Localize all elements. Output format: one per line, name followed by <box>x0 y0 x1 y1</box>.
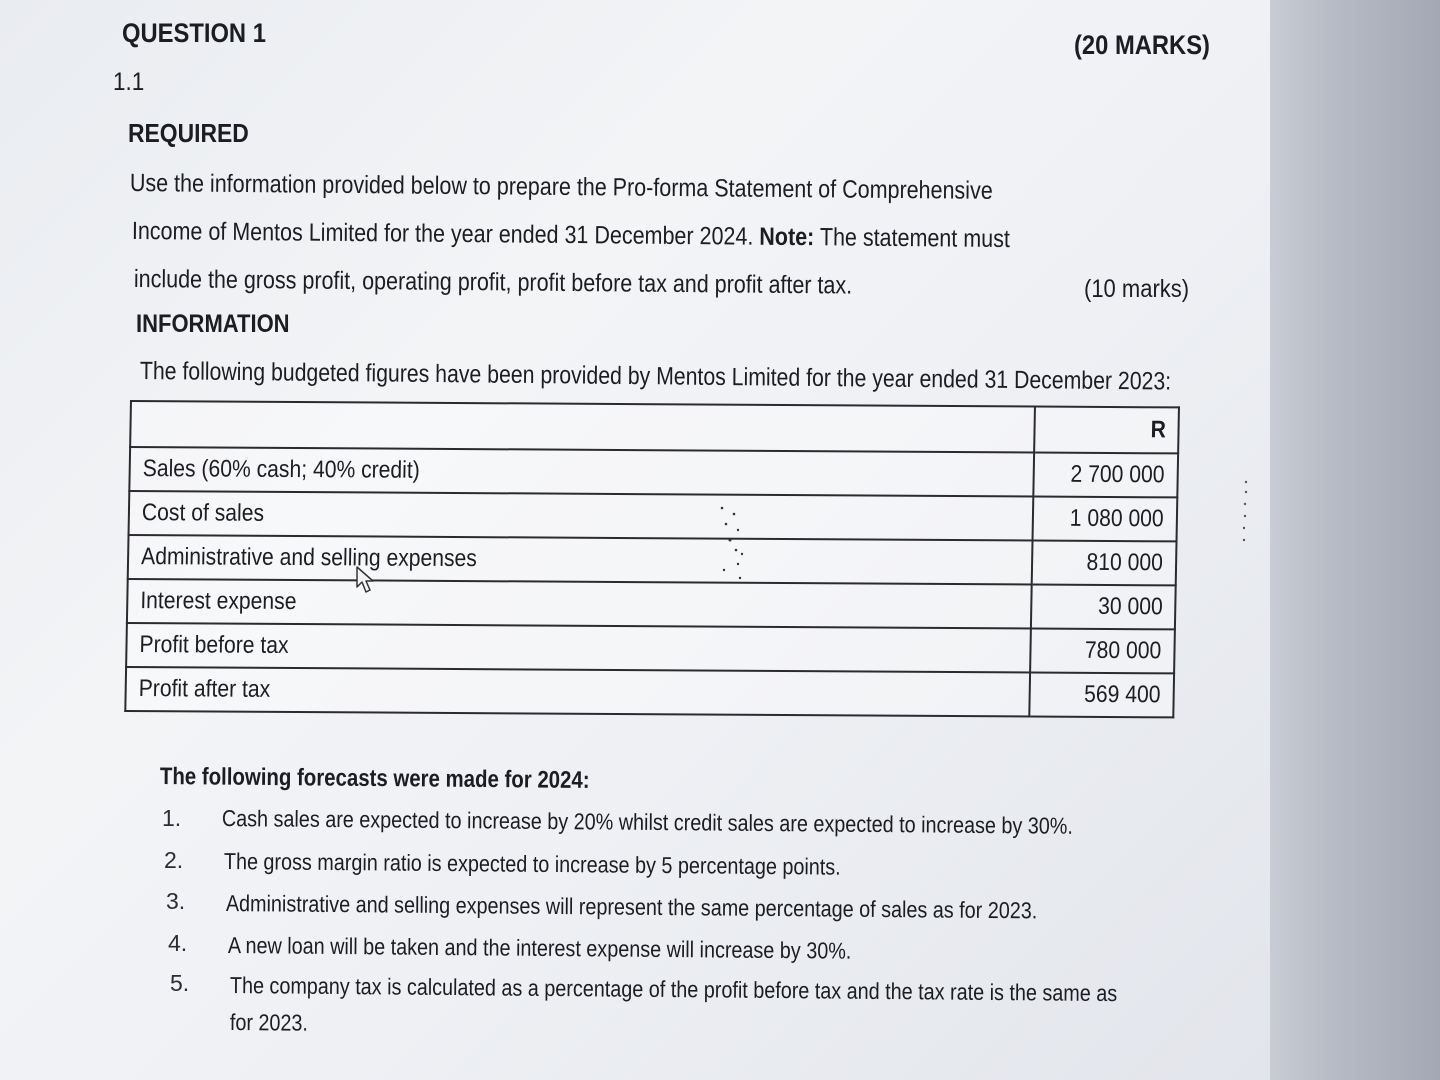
budget-table-wrapper <box>124 400 1190 736</box>
row-label: Interest expense <box>140 587 297 616</box>
row-value: 810 000 <box>1086 548 1164 577</box>
question-title: QUESTION 1 <box>122 18 266 48</box>
required-text-line-2b: The statement must <box>819 223 1010 254</box>
mouse-pointer-icon <box>355 565 381 595</box>
row-label: Administrative and selling expenses <box>140 543 478 573</box>
row-value: 780 000 <box>1084 636 1162 665</box>
table-row <box>128 535 1177 585</box>
forecast-text: The company tax is calculated as a percentage of the profit before tax and the tax rate is the same as <box>229 972 1118 1007</box>
table-row <box>126 623 1175 673</box>
table-header-row <box>130 401 1179 453</box>
forecast-text: A new loan will be taken and the interest expense will increase by 30%. <box>227 932 852 964</box>
sub-question-number: 1.1 <box>113 68 145 96</box>
table-row <box>125 667 1174 717</box>
row-value: 2 700 000 <box>1070 460 1165 489</box>
forecast-number: 3. <box>166 888 186 914</box>
screen-dust-dots <box>1238 478 1252 544</box>
required-text-line-3: include the gross profit, operating profit, profit before tax and profit after tax. <box>133 265 853 300</box>
currency-header: R <box>1150 416 1166 444</box>
forecast-number: 2. <box>164 847 184 873</box>
sub-question-marks: (10 marks) <box>1084 275 1190 303</box>
required-heading: REQUIRED <box>128 118 249 148</box>
table-header-label <box>130 401 1035 453</box>
row-label: Profit before tax <box>139 631 289 659</box>
table-row <box>129 491 1178 541</box>
table-header-currency <box>1034 407 1179 454</box>
screen-dust-specks <box>712 500 752 585</box>
forecast-number: 4. <box>168 930 188 956</box>
row-label: Cost of sales <box>141 499 265 527</box>
forecast-number: 5. <box>170 970 190 996</box>
note-label: Note: <box>759 222 815 252</box>
required-text-line-2a: Income of Mentos Limited for the year ended 31 December 2024. <box>131 217 754 251</box>
row-value: 30 000 <box>1097 592 1163 621</box>
forecast-text-continuation: for 2023. <box>229 1009 309 1036</box>
forecast-text: The gross margin ratio is expected to increase by 5 percentage points. <box>223 848 841 880</box>
table-row <box>127 579 1176 629</box>
forecast-text: Administrative and selling expenses will represent the same percentage of sales as for 2023. <box>225 890 1038 924</box>
budget-table <box>124 400 1180 718</box>
row-value: 1 080 000 <box>1069 504 1165 533</box>
row-label: Sales (60% cash; 40% credit) <box>142 455 421 484</box>
forecast-text: Cash sales are expected to increase by 20% whilst credit sales are expected to increase by 30%. <box>221 805 1073 839</box>
screen-edge <box>1270 0 1440 1080</box>
information-heading: INFORMATION <box>136 310 290 338</box>
required-text-line-1: Use the information provided below to prepare the Pro-forma Statement of Comprehensive <box>129 169 993 205</box>
forecasts-heading: The following forecasts were made for 2024: <box>159 763 590 794</box>
row-value: 569 400 <box>1084 680 1161 709</box>
table-row <box>129 447 1178 497</box>
information-intro: The following budgeted figures have been provided by Mentos Limited for the year ended 31 December 2023: <box>139 357 1172 396</box>
forecast-number: 1. <box>162 805 182 831</box>
row-label: Profit after tax <box>138 675 271 703</box>
total-marks: (20 MARKS) <box>1074 30 1210 60</box>
